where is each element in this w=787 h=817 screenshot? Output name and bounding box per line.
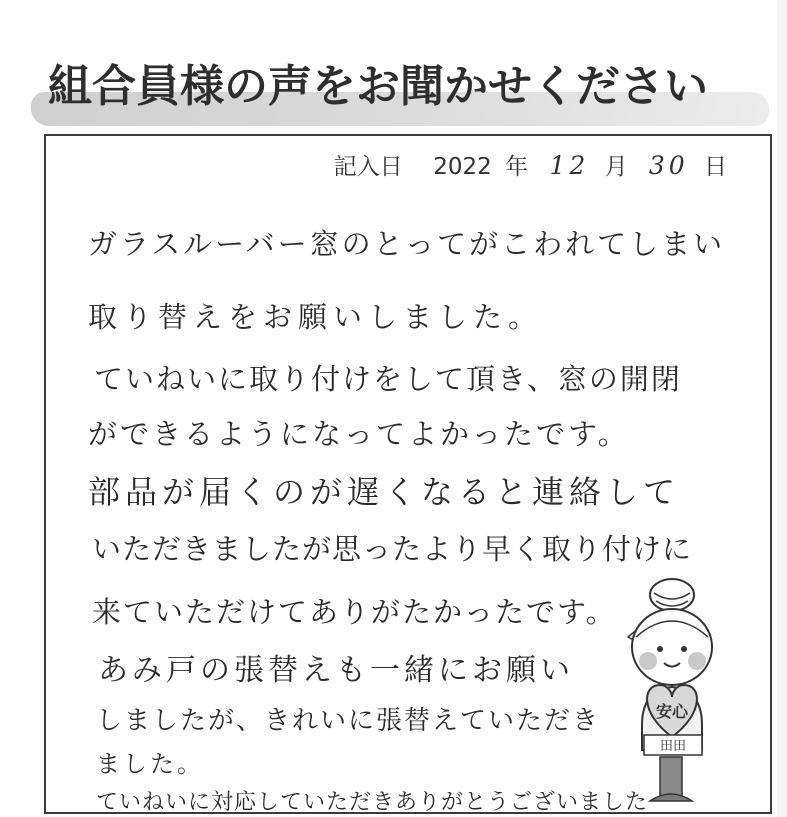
page-edge bbox=[777, 0, 787, 817]
comment-line: あみ戸の張替えも一緒にお願い bbox=[98, 653, 574, 688]
mascot-heart-text: 安心 bbox=[655, 702, 689, 721]
comment-line: しましたが、きれいに張替えていただき bbox=[96, 706, 601, 736]
comment-line: 来ていただけてありがたかったです。 bbox=[92, 595, 617, 629]
page-title: 組合員様の声をお聞かせください bbox=[48, 61, 708, 112]
mascot-illustration bbox=[620, 575, 725, 815]
date-year: 2022 bbox=[433, 154, 492, 180]
comment-line: ガラスルーバー窓のとってがこわれてしまい bbox=[88, 227, 726, 261]
date-day: 30 bbox=[648, 151, 689, 180]
comment-line: ができるようになってよかったです。 bbox=[88, 417, 630, 451]
date-month-unit: 月 bbox=[604, 154, 628, 180]
date-year-unit: 年 bbox=[505, 154, 529, 180]
comment-line: いただきましたが思ったより早く取り付けに bbox=[92, 532, 693, 566]
comment-line: ていねいに取り付けをして頂き、窓の開閉 bbox=[94, 362, 682, 396]
comment-line: ていねいに対応していただきありがとうございました bbox=[96, 790, 649, 815]
date-month: 12 bbox=[549, 151, 590, 180]
date-label: 記入日 bbox=[333, 154, 403, 180]
comment-line: ました。 bbox=[96, 750, 204, 778]
comment-line: 部品が届くのが遅くなると連絡して bbox=[88, 473, 681, 511]
comment-line: 取り替えをお願いしました。 bbox=[88, 300, 544, 334]
date-day-unit: 日 bbox=[704, 154, 727, 180]
mascot-sign-text: 田田 bbox=[659, 739, 687, 754]
entry-date bbox=[334, 148, 727, 181]
